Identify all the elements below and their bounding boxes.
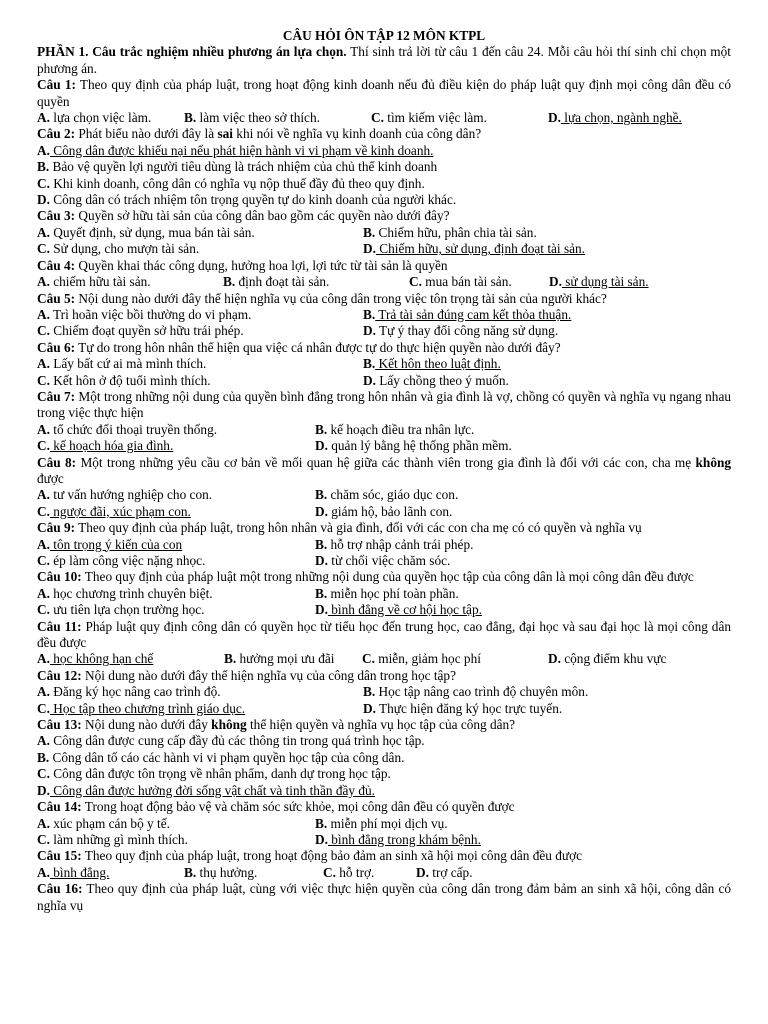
question-2: Câu 2: Phát biểu nào dưới đây là sai khi nói về nghĩa vụ kinh doanh của công dân? — [37, 126, 482, 142]
option-b[interactable]: B. Bảo vệ quyền lợi người tiêu dùng là trách nhiệm của chủ thể kinh doanh — [37, 159, 438, 175]
question-7 — [37, 389, 731, 422]
question-number: Câu 6: — [37, 339, 76, 355]
option-c[interactable]: C. kế hoạch hóa gia đình. — [37, 438, 174, 454]
question-number: Câu 4: — [37, 257, 76, 273]
option-c[interactable]: C. ưu tiên lựa chọn trường học. — [37, 602, 205, 618]
option-a[interactable]: A. Đăng ký học nâng cao trình độ. — [37, 684, 221, 700]
question-number: Câu 16: — [37, 881, 83, 897]
option-a[interactable]: A. Trì hoãn việc bồi thường do vi phạm. — [37, 306, 252, 322]
option-b[interactable]: B. Công dân tố cáo các hành vi vi phạm quyền học tập của công dân. — [37, 749, 405, 765]
part1-instructions: Thí sinh trả lời từ câu 1 đến câu 24. Mỗi câu hỏi thí sinh chỉ chọn một phương án. — [37, 44, 731, 76]
question-number: Câu 10: — [37, 569, 82, 585]
question-12 — [37, 668, 731, 684]
question-text: Theo quy định của pháp luật, cùng với việc thực hiện quyền của công dân trong đảm bảm an sinh xã hội, công dân có nghĩa vụ — [37, 881, 731, 913]
option-b[interactable]: B. Chiếm hữu, phân chia tài sản. — [363, 224, 537, 240]
question-number: Câu 14: — [37, 799, 82, 815]
question-number: Câu 9: — [37, 520, 76, 536]
question-6 — [37, 340, 731, 356]
option-c[interactable]: C. hỗ trợ. — [323, 864, 375, 880]
question-text: Theo quy định của pháp luật, trong hoạt động bảo đảm an sinh xã hội mọi công dân đều được — [81, 848, 583, 864]
question-13: Câu 13: Nội dung nào dưới đây không thể hiện quyền và nghĩa vụ học tập của công dân? — [37, 717, 516, 733]
options-q3-row1 — [37, 225, 731, 241]
option-d[interactable]: D. Chiếm hữu, sử dụng, định đoạt tài sản. — [363, 241, 585, 257]
option-b[interactable]: B. định đoạt tài sản. — [223, 274, 330, 290]
question-number: Câu 13: — [37, 717, 82, 733]
question-text: Tự do trong hôn nhân thể hiện qua việc cá nhân được tự do thực hiện quyền nào dưới đây? — [75, 339, 561, 355]
options-q9-row1 — [37, 537, 731, 553]
options-q1 — [37, 110, 731, 126]
option-d[interactable]: D. bình đẳng trong khám bệnh. — [315, 831, 481, 847]
options-q4 — [37, 274, 731, 290]
options-q8-row1 — [37, 487, 731, 503]
option-d[interactable]: D. Tự ý thay đổi công năng sử dụng. — [363, 323, 559, 339]
option-c[interactable]: C. miễn, giảm học phí — [362, 651, 481, 667]
question-14 — [37, 799, 731, 815]
question-number: Câu 1: — [37, 77, 76, 93]
question-text: Nội dung nào dưới đây thể hiện nghĩa vụ của công dân trong học tập? — [81, 667, 456, 683]
option-c[interactable]: C. mua bán tài sản. — [409, 274, 512, 290]
option-d[interactable]: D. Thực hiện đăng ký học trực tuyến. — [363, 700, 563, 716]
options-q14-row2 — [37, 832, 731, 848]
option-d[interactable]: D. Công dân được hưởng đời sống vật chất và tinh thần đầy đủ. — [37, 782, 375, 798]
option-c[interactable]: C. tìm kiếm việc làm. — [371, 110, 487, 126]
options-q7-row2 — [37, 438, 731, 454]
option-b[interactable]: B. Trả tài sản đúng cam kết thỏa thuận. — [363, 306, 572, 322]
question-3 — [37, 208, 731, 224]
question-number: Câu 7: — [37, 388, 76, 404]
option-d[interactable]: D. giám hộ, bảo lãnh con. — [315, 503, 453, 519]
option-d[interactable]: D. sử dụng tài sản. — [549, 274, 649, 290]
question-text: Trong hoạt động bảo vệ và chăm sóc sức khỏe, mọi công dân đều có quyền được — [81, 799, 515, 815]
option-a[interactable]: A. Công dân được khiếu nại nếu phát hiện hành vi vi phạm về kinh doanh. — [37, 142, 434, 158]
option-c[interactable]: C. Kết hôn ở độ tuổi mình thích. — [37, 372, 211, 388]
part1-intro — [37, 44, 731, 77]
options-q6-row2 — [37, 373, 731, 389]
question-11 — [37, 619, 731, 652]
option-b[interactable]: B. miễn học phí toàn phần. — [315, 585, 459, 601]
question-text: Một trong những nội dung của quyền bình đẳng trong hôn nhân và gia đình là vợ, chồng có quyền và nghĩa vụ ngang nhau trong việc thực hiện — [37, 388, 732, 421]
question-5 — [37, 291, 731, 307]
option-a[interactable]: A. Lấy bất cứ ai mà mình thích. — [37, 356, 207, 372]
part1-heading: PHẦN 1. Câu trắc nghiệm nhiều phương án lựa chọn. — [37, 44, 347, 60]
question-15 — [37, 848, 731, 864]
option-d[interactable]: D. lựa chọn, ngành nghề. — [548, 110, 682, 126]
options-q11 — [37, 651, 731, 667]
options-q12-row2 — [37, 701, 731, 717]
option-c[interactable]: C. ép làm công việc nặng nhọc. — [37, 553, 206, 568]
options-q14-row1 — [37, 816, 731, 832]
option-c[interactable]: C. làm những gì mình thích. — [37, 831, 188, 847]
question-16 — [37, 881, 731, 914]
option-a[interactable]: A. học chương trình chuyên biệt. — [37, 585, 213, 601]
option-b[interactable]: B. làm việc theo sở thích. — [184, 110, 320, 126]
options-q10-row1 — [37, 586, 731, 602]
option-c[interactable]: C. ngược đãi, xúc phạm con. — [37, 503, 191, 519]
options-q9-row2 — [37, 553, 731, 569]
question-text: Quyền sở hữu tài sản của công dân bao gồm các quyền nào dưới đây? — [75, 208, 450, 224]
option-c[interactable]: C. Khi kinh doanh, công dân có nghĩa vụ nộp thuế đầy đủ theo quy định. — [37, 175, 425, 191]
option-d[interactable]: D. bình đẳng về cơ hội học tập. — [315, 602, 482, 618]
option-a[interactable]: A. tư vấn hướng nghiệp cho con. — [37, 487, 213, 503]
option-a[interactable]: A. Công dân được cung cấp đầy đủ các thông tin trong quá trình học tập. — [37, 733, 425, 749]
option-a[interactable]: A. bình đẳng. — [37, 864, 110, 880]
options-q15 — [37, 865, 731, 881]
question-number: Câu 2: — [37, 126, 76, 142]
option-d[interactable]: D. cộng điểm khu vực — [548, 651, 667, 667]
option-b[interactable]: B. Học tập nâng cao trình độ chuyên môn. — [363, 684, 589, 700]
options-q3-row2 — [37, 241, 731, 257]
option-a[interactable]: A. lựa chọn việc làm. — [37, 110, 152, 126]
question-text: Theo quy định của pháp luật, trong hôn nhân và gia đình, đối với các con cha mẹ có có quyền và nghĩa vụ — [75, 520, 642, 536]
option-d[interactable]: D. quản lý bằng hệ thống phần mềm. — [315, 438, 512, 454]
question-number: Câu 8: — [37, 454, 77, 470]
option-b[interactable]: B. hưởng mọi ưu đãi — [224, 651, 335, 667]
options-q7-row1 — [37, 422, 731, 438]
option-a[interactable]: A. tôn trọng ý kiến của con — [37, 536, 183, 552]
option-d[interactable]: D. trợ cấp. — [416, 864, 473, 880]
options-q6-row1 — [37, 356, 731, 372]
document-title: CÂU HỎI ÔN TẬP 12 MÔN KTPL — [282, 28, 486, 43]
option-b[interactable]: B. chăm sóc, giáo dục con. — [315, 487, 459, 503]
option-d[interactable]: D. từ chối việc chăm sóc. — [315, 553, 451, 568]
question-4 — [37, 258, 731, 274]
option-c[interactable]: C. Chiếm đoạt quyền sở hữu trái phép. — [37, 323, 244, 339]
question-text: Theo quy định của pháp luật, trong hoạt động kinh doanh nếu đủ điều kiện do pháp luật quy định mọi công dân đều có quyền — [37, 77, 732, 109]
question-text: Quyền khai thác công dụng, hưởng hoa lợi, lợi tức từ tài sản là quyền — [75, 257, 448, 273]
options-q12-row1 — [37, 684, 731, 700]
option-b[interactable]: B. Kết hôn theo luật định. — [363, 356, 501, 372]
question-1 — [37, 77, 731, 110]
option-b[interactable]: B. miễn phí mọi dịch vụ. — [315, 815, 448, 831]
question-number: Câu 12: — [37, 667, 82, 683]
question-10 — [37, 569, 731, 585]
option-c[interactable]: C. Học tập theo chương trình giáo dục. — [37, 700, 246, 716]
question-text: Nội dung nào dưới đây thể hiện nghĩa vụ của công dân trong việc tôn trọng tài sản của người khác? — [75, 290, 607, 306]
question-number: Câu 5: — [37, 290, 76, 306]
options-q5-row1 — [37, 307, 731, 323]
option-c[interactable]: C. Sử dụng, cho mượn tài sản. — [37, 241, 200, 257]
question-number: Câu 3: — [37, 208, 76, 224]
question-text: Theo quy định của pháp luật một trong những nội dung của quyền học tập của công dân là mọi công dân đều được — [81, 569, 694, 585]
options-q8-row2 — [37, 504, 731, 520]
option-b[interactable]: B. hỗ trợ nhập cảnh trái phép. — [315, 536, 474, 552]
option-a[interactable]: A. chiếm hữu tài sản. — [37, 274, 151, 290]
question-text: Pháp luật quy định công dân có quyền học từ tiểu học đến trung học, cao đẳng, đại học và sau đại học là mọi công dân đều được — [37, 618, 731, 651]
option-a[interactable]: A. xúc phạm cán bộ y tế. — [37, 815, 170, 831]
question-number: Câu 11: — [37, 618, 82, 634]
options-q10-row2 — [37, 602, 731, 618]
option-a[interactable]: A. tổ chức đối thoại truyền thống. — [37, 421, 218, 437]
option-c[interactable]: C. Công dân được tôn trọng về nhân phẩm, danh dự trong học tập. — [37, 766, 391, 782]
option-b[interactable]: B. thụ hưởng. — [184, 864, 258, 880]
option-b[interactable]: B. kế hoạch điều tra nhân lực. — [315, 421, 475, 437]
option-d[interactable]: D. Công dân có trách nhiệm tôn trọng quyền tự do kinh doanh của người khác. — [37, 192, 457, 208]
option-d[interactable]: D. Lấy chồng theo ý muốn. — [363, 372, 509, 388]
question-8: Câu 8: Một trong những yêu cầu cơ bản về mối quan hệ giữa các thành viên trong gia đình là đối với các con, cha mẹ không được — [37, 454, 732, 486]
question-number: Câu 15: — [37, 848, 82, 864]
question-9 — [37, 520, 731, 536]
option-a[interactable]: A. Quyết định, sử dụng, mua bán tài sản. — [37, 224, 255, 240]
options-q5-row2 — [37, 323, 731, 339]
option-a[interactable]: A. học không hạn chế — [37, 651, 154, 667]
